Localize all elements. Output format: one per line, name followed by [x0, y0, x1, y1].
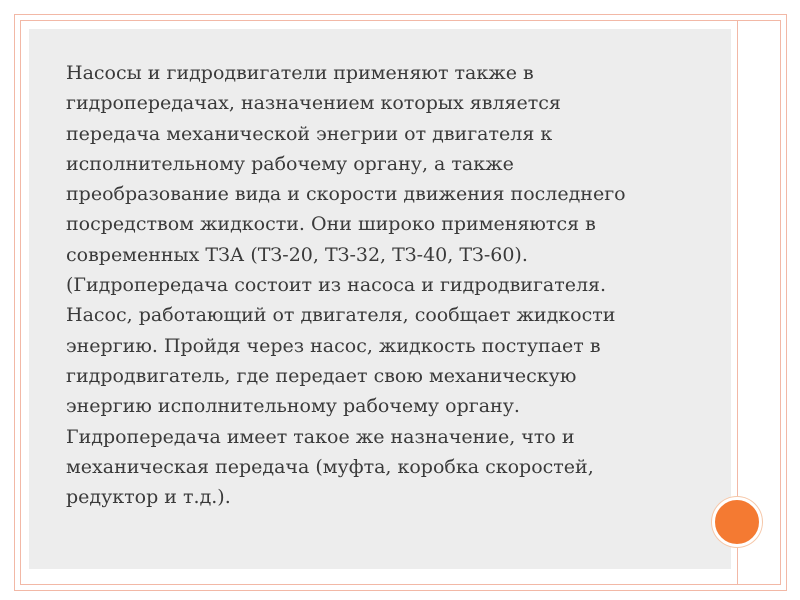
slide-body-text: Насосы и гидродвигатели применяют также в гидропередачах, назначением которых является передача механической энегрии от двигателя к исполнительному рабочему органу, а также преобразование вида и скорости движения последнего посредством жидкости. Они широко применяются в современных ТЗА (ТЗ-20, ТЗ-32, ТЗ-40, ТЗ-60). (Гидропередача состоит из насоса и гидродвигателя. Насос, работающий от двигателя, сообщает жидкости энергию. Пройдя через насос, жидкость поступает в гидродвигатель, где передает свою механическую энергию исполнительному рабочему органу. Гидропередача имеет такое же назначение, что и механическая передача (муфта, коробка скоростей, редуктор и т.д.).	[66, 62, 626, 509]
orange-circle-decoration	[712, 497, 762, 547]
